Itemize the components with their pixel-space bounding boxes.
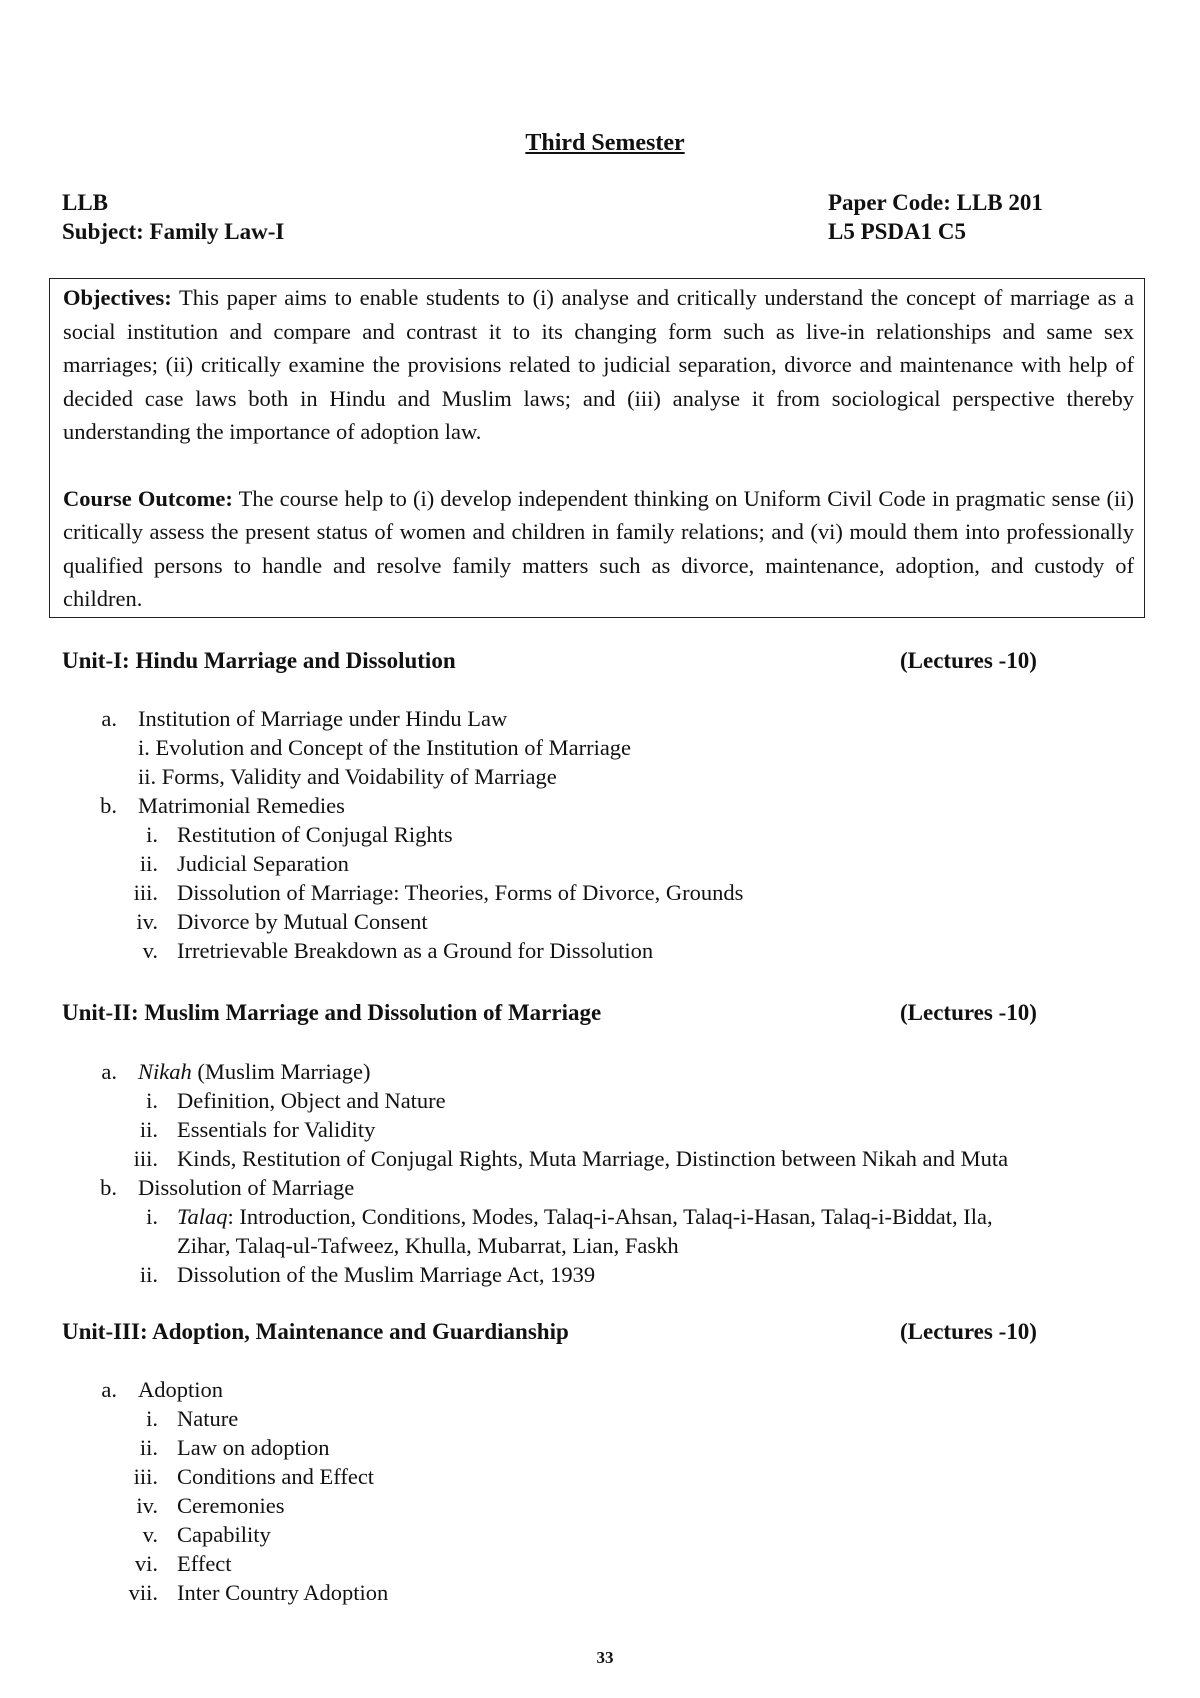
list-item: b. Dissolution of Marriage xyxy=(100,1175,355,1200)
unit-3-heading xyxy=(62,1319,1062,1345)
list-item: ii. Judicial Separation xyxy=(139,851,349,876)
list-item: i. Definition, Object and Nature xyxy=(146,1088,446,1113)
list-item: v. Irretrievable Breakdown as a Ground for Dissolution xyxy=(142,938,654,963)
list-item: ii. Law on adoption xyxy=(139,1435,330,1460)
unit-2-topics xyxy=(0,1057,1200,1289)
list-item: a. Nikah (Muslim Marriage) xyxy=(101,1059,371,1084)
list-item: iv. Divorce by Mutual Consent xyxy=(136,909,428,934)
list-item-continuation: Zihar, Talaq-ul-Tafweez, Khulla, Mubarrat, Lian, Faskh xyxy=(177,1233,679,1258)
paper-code: Paper Code: LLB 201 xyxy=(828,190,1043,215)
list-item: iii. Conditions and Effect xyxy=(133,1464,375,1489)
subject-name: Subject: Family Law-I xyxy=(62,219,285,244)
outcome-label: Course Outcome: xyxy=(63,485,233,511)
list-item: iii. Dissolution of Marriage: Theories, Forms of Divorce, Grounds xyxy=(133,880,744,905)
unit-1-heading xyxy=(62,648,1062,674)
list-item: vii. Inter Country Adoption xyxy=(128,1580,389,1605)
list-item: a. Adoption xyxy=(101,1377,224,1402)
list-item: ii. Forms, Validity and Voidability of Marriage xyxy=(138,764,557,789)
unit-2-heading xyxy=(62,1000,1062,1026)
unit-title: Unit-III: Adoption, Maintenance and Guardianship xyxy=(62,1319,569,1344)
list-item: iv. Ceremonies xyxy=(136,1493,285,1518)
list-item: ii. Essentials for Validity xyxy=(139,1117,376,1142)
unit-title: Unit-II: Muslim Marriage and Dissolution of Marriage xyxy=(62,1000,602,1025)
list-item: iii. Kinds, Restitution of Conjugal Rights, Muta Marriage, Distinction between Nikah and Muta xyxy=(133,1146,1009,1171)
page-title: Third Semester xyxy=(525,130,685,156)
outcome-text: The course help to (i) develop independent thinking on Uniform Civil Code in pragmatic sense (ii) critically assess the present status of women and children in family relations; and (vi) mould them into professionally qualified persons to handle and resolve family matters such as divorce, maintenance, adoption, and custody of children. xyxy=(63,485,1135,611)
credit-info: L5 PSDA1 C5 xyxy=(828,219,967,244)
list-item: vi. Effect xyxy=(134,1551,232,1576)
unit-title: Unit-I: Hindu Marriage and Dissolution xyxy=(62,648,456,673)
list-item: a. Institution of Marriage under Hindu Law xyxy=(101,706,508,731)
list-item: i. Evolution and Concept of the Institution of Marriage xyxy=(138,735,632,760)
course-header-right xyxy=(828,188,1043,246)
outcome-paragraph xyxy=(63,482,1134,616)
page-number: 33 xyxy=(596,1648,614,1667)
unit-3-topics xyxy=(0,1375,1200,1607)
objectives-label: Objectives: xyxy=(63,285,172,310)
lectures-count: (Lectures -10) xyxy=(900,1000,1037,1025)
objectives-paragraph xyxy=(63,281,1134,449)
list-item: b. Matrimonial Remedies xyxy=(100,793,345,818)
program-name: LLB xyxy=(62,190,109,215)
list-item: i. Talaq: Introduction, Conditions, Modes, Talaq-i-Ahsan, Talaq-i-Hasan, Talaq-i-Biddat, Ila, xyxy=(146,1204,993,1229)
objectives-text: This paper aims to enable students to (i) analyse and critically understand the concept of marriage as a social institution and compare and contrast it to its changing form such as live-in relationships and same sex marriages; (ii) critically examine the provisions related to judicial separation, divorce and maintenance with help of decided case laws both in Hindu and Muslim laws; and (iii) analyse it from sociological perspective thereby understanding the importance of adoption law. xyxy=(63,285,1134,444)
list-item: i. Nature xyxy=(146,1406,239,1431)
objectives-box xyxy=(49,278,1145,618)
list-item: v. Capability xyxy=(142,1522,271,1547)
unit-1-topics xyxy=(0,704,1200,965)
lectures-count: (Lectures -10) xyxy=(900,648,1037,673)
course-header-left xyxy=(62,188,284,246)
list-item: ii. Dissolution of the Muslim Marriage Act, 1939 xyxy=(139,1262,596,1287)
lectures-count: (Lectures -10) xyxy=(900,1319,1037,1344)
list-item: i. Restitution of Conjugal Rights xyxy=(146,822,453,847)
